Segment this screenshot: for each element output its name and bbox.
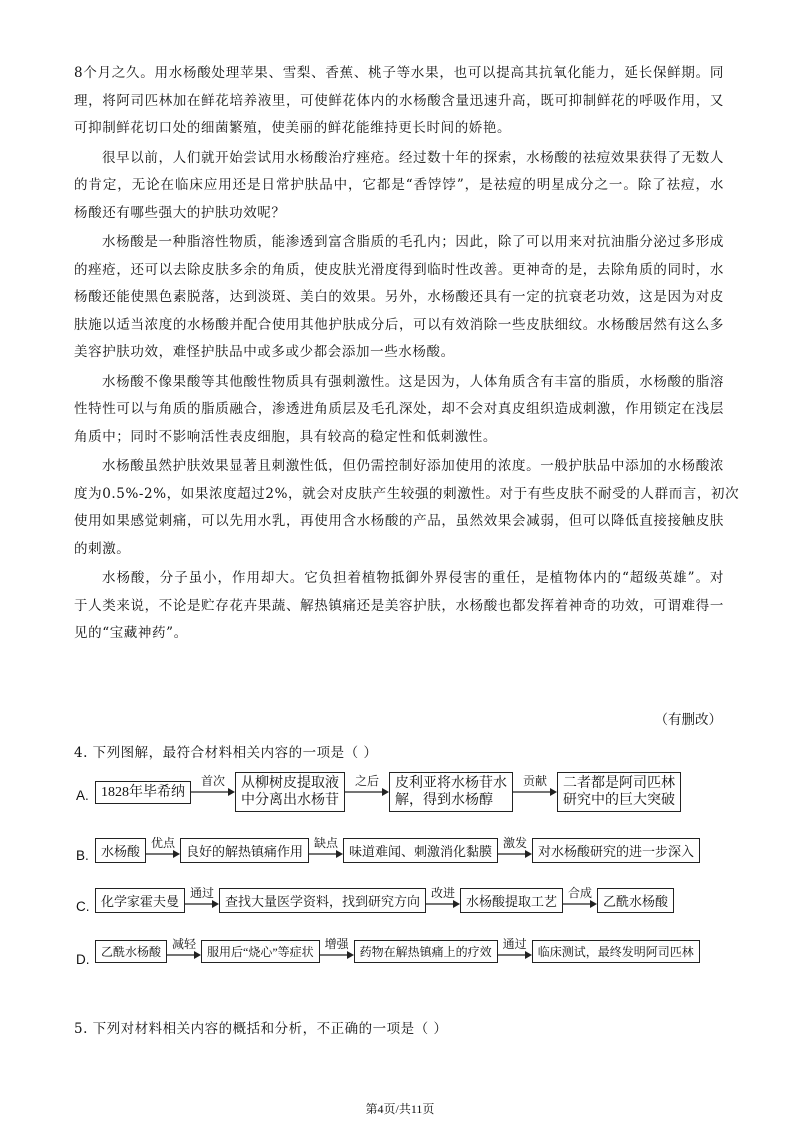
arrow-label: 合成 bbox=[568, 886, 593, 900]
flow-box: 良好的解热镇痛作用 bbox=[180, 838, 309, 863]
flow-arrow bbox=[191, 774, 235, 796]
arrow-label: 增强 bbox=[324, 937, 349, 951]
question-4-stem: 4. 下列图解，最符合材料相关内容的一项是（ ） bbox=[74, 745, 378, 761]
flow-box: 乙酰水杨酸 bbox=[95, 940, 167, 963]
paragraph-line: 水杨酸不像果酸等其他酸性物质具有强刺激性。这是因为，人体角质含有丰富的脂质，水杨酸的脂溶 bbox=[102, 373, 724, 390]
paragraph-line: 理，将阿司匹林加在鲜花培养液里，可使鲜花体内的水杨酸含量迅速升高，既可抑制鲜花的呼吸作用，又 bbox=[74, 92, 724, 109]
arrow-icon bbox=[498, 951, 532, 959]
arrow-icon bbox=[426, 900, 460, 908]
paragraph-line: 水杨酸虽然护肤效果显著且刺激性低，但仍需控制好添加使用的浓度。一般护肤品中添加的水杨酸浓 bbox=[102, 458, 724, 474]
arrow-icon bbox=[191, 788, 235, 796]
paragraph-line: 度为0.5%-2%，如果浓度超过2%，就会对皮肤产生较强的刺激性。对于有些皮肤不耐受的人群而言，初次 bbox=[74, 485, 740, 502]
flow-arrow bbox=[345, 774, 389, 796]
arrow-icon bbox=[513, 788, 557, 796]
arrow-label: 通过 bbox=[190, 886, 215, 900]
option-label: B. bbox=[76, 848, 89, 863]
paragraph-line: 的肯定，无论在临床应用还是日常护肤品中，它都是“香饽饽”，是祛痘的明星成分之一。除了祛痘，水 bbox=[74, 177, 724, 193]
flow-box: 临床测试，最终发明阿司匹林 bbox=[532, 940, 700, 963]
flow-arrow bbox=[426, 886, 460, 908]
paragraph bbox=[74, 229, 724, 367]
paragraph-line: 8个月之久。用水杨酸处理苹果、雪梨、香蕉、桃子等水果，也可以提高其抗氧化能力，延长保鲜期。同 bbox=[74, 65, 724, 81]
arrow-icon bbox=[345, 788, 389, 796]
paragraph-line: 肤施以适当浓度的水杨酸并配合使用其他护肤成分后，可以有效消除一些皮肤细纹。水杨酸居然有这么多 bbox=[74, 316, 724, 333]
paragraph-line: 水杨酸，分子虽小，作用却大。它负担着植物抵御外界侵害的重任，是植物体内的“超级英雄”。对 bbox=[102, 570, 724, 586]
page-footer: 第4页/共11页 bbox=[365, 1102, 435, 1116]
paragraph-line: 可抑制鲜花切口处的细菌繁殖，使美丽的鲜花能维持更长时间的娇艳。 bbox=[74, 120, 512, 136]
arrow-label: 首次 bbox=[200, 774, 225, 788]
paragraph-line: 的刺激。 bbox=[74, 540, 131, 557]
flow-arrow bbox=[563, 886, 597, 908]
flow-arrow bbox=[498, 836, 532, 858]
flow-box: 从柳树皮提取液 中分离出水杨苷 bbox=[235, 772, 345, 812]
flow-box: 味道难闻、刺激消化黏膜 bbox=[343, 838, 498, 863]
arrow-icon bbox=[320, 951, 354, 959]
flow-box: 水杨酸 bbox=[95, 838, 146, 863]
paragraph bbox=[74, 565, 724, 648]
paragraph bbox=[74, 453, 740, 563]
option-label: A. bbox=[76, 788, 89, 803]
paragraph-line: 杨酸还有哪些强大的护肤功效呢？ bbox=[74, 204, 286, 221]
flow-diagram-c bbox=[95, 886, 674, 914]
flow-box: 药物在解热镇痛上的疗效 bbox=[354, 940, 498, 963]
paragraph-line: 角质中；同时不影响活性表皮细胞，具有较高的稳定性和低刺激性。 bbox=[74, 428, 497, 445]
flow-diagram-a bbox=[95, 772, 681, 812]
flow-arrow bbox=[167, 937, 201, 959]
arrow-icon bbox=[185, 900, 219, 908]
paragraph-line: 杨酸还能使黑色素脱落，达到淡斑、美白的效果。另外，水杨酸还具有一定的抗衰老功效，这是因为对皮 bbox=[74, 289, 724, 305]
paragraph-line: 使用如果感觉刺痛，可以先用水乳，再使用含水杨酸的产品，虽然效果会减弱，但可以降低直接接触皮肤 bbox=[74, 513, 724, 529]
paragraph bbox=[74, 60, 724, 143]
flow-box: 服用后“烧心”等症状 bbox=[201, 940, 320, 963]
flow-arrow bbox=[146, 836, 180, 858]
paragraph-line: 美容护肤功效，难怪护肤品中或多或少都会添加一些水杨酸。 bbox=[74, 344, 455, 360]
paragraph-line: 水杨酸是一种脂溶性物质，能渗透到富含脂质的毛孔内；因此，除了可以用来对抗油脂分泌过多形成 bbox=[102, 234, 724, 250]
flow-box: 查找大量医学资料，找到研究方向 bbox=[219, 888, 426, 913]
paragraph bbox=[74, 369, 724, 452]
flow-box: 水杨酸提取工艺 bbox=[460, 888, 563, 913]
option-label: C. bbox=[76, 899, 90, 914]
flow-box: 乙酰水杨酸 bbox=[597, 888, 674, 913]
question-5-stem: 5. 下列对材料相关内容的概括和分析，不正确的一项是（ ） bbox=[74, 1021, 448, 1037]
flow-box: 二者都是阿司匹林 研究中的巨大突破 bbox=[557, 772, 681, 812]
source-note: （有删改） bbox=[654, 712, 722, 728]
paragraph bbox=[74, 145, 724, 228]
arrow-label: 优点 bbox=[151, 836, 176, 850]
flow-diagram-d bbox=[95, 937, 700, 965]
arrow-label: 激发 bbox=[503, 836, 528, 850]
option-label: D. bbox=[76, 952, 90, 967]
paragraph-line: 性特性可以与角质的脂质融合，渗透进角质层及毛孔深处，却不会对真皮组织造成刺激，作用锁定在浅层 bbox=[74, 401, 724, 417]
arrow-label: 改进 bbox=[431, 886, 456, 900]
flow-arrow bbox=[513, 774, 557, 796]
arrow-label: 通过 bbox=[502, 937, 527, 951]
arrow-label: 减轻 bbox=[172, 937, 197, 951]
flow-arrow bbox=[185, 886, 219, 908]
flow-arrow bbox=[498, 937, 532, 959]
flow-diagram-b bbox=[95, 836, 700, 864]
arrow-label: 缺点 bbox=[314, 836, 339, 850]
arrow-icon bbox=[146, 850, 180, 858]
flow-box: 对水杨酸研究的进一步深入 bbox=[532, 838, 700, 863]
paragraph-line: 很早以前，人们就开始尝试用水杨酸治疗痤疮。经过数十年的探索，水杨酸的祛痘效果获得了无数人 bbox=[102, 149, 724, 166]
arrow-label: 贡献 bbox=[522, 774, 547, 788]
arrow-icon bbox=[309, 850, 343, 858]
arrow-label: 之后 bbox=[354, 774, 379, 788]
paragraph-line: 于人类来说，不论是贮存花卉果蔬、解热镇痛还是美容护肤，水杨酸也都发挥着神奇的功效，可谓难得一 bbox=[74, 597, 724, 614]
flow-box: 皮利亚将水杨苷水 解，得到水杨醇 bbox=[389, 772, 513, 812]
arrow-icon bbox=[167, 951, 201, 959]
flow-arrow bbox=[320, 937, 354, 959]
paragraph-line: 的痤疮，还可以去除皮肤多余的角质，使皮肤光滑度得到临时性改善。更神奇的是，去除角质的同时，水 bbox=[74, 261, 724, 278]
arrow-icon bbox=[563, 900, 597, 908]
arrow-icon bbox=[498, 850, 532, 858]
flow-arrow bbox=[309, 836, 343, 858]
flow-box: 化学家霍夫曼 bbox=[95, 888, 185, 913]
flow-box: 1828年毕希纳 bbox=[95, 781, 191, 804]
paragraph-line: 见的“宝藏神药”。 bbox=[74, 625, 188, 641]
